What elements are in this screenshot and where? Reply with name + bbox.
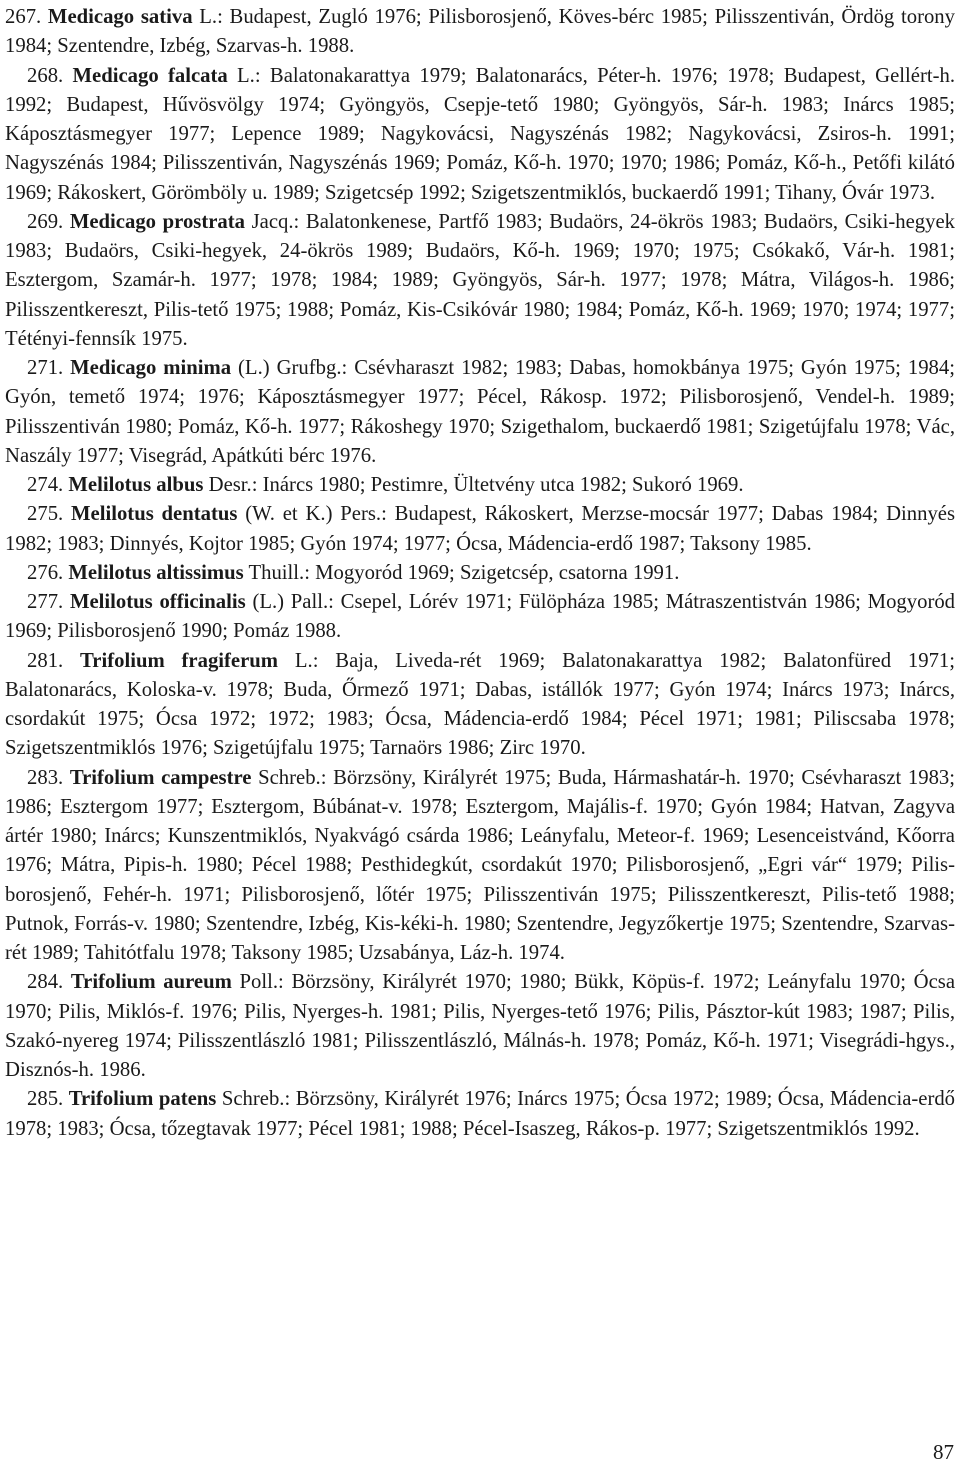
entry-269 xyxy=(5,208,955,354)
entry-268 xyxy=(5,62,955,208)
taxon-author: Desr. xyxy=(208,474,252,496)
entry-localities: : Börzsöny, Királyrét 1970; 1980; Bükk, Köpüs-f. 1972; Leányfalu 1970; Ócsa 1970; Pilis, Miklós-f. 1976; Pilis, Nyerges-h. 1981; Pilis, Nyerges-tető 1976; Pilis, Pásztor-kút 1983; 1987; Pilis, Szakó-nyereg 1974; Pilisszentlászló 1981; Pilisszentlászló, Málnás-h. 1978; Pomáz, Kő-h. 1971; Visegrádi-hgys., Disznós-h. 1986. xyxy=(5,971,956,1081)
taxon-author: Jacq. xyxy=(251,210,294,233)
entry-localities: : Budapest, Rákoskert, Merzse-mocsár 1977; Dabas 1984; Dinnyés 1982; 1983; Dinnyés, Kojtor 1985; Gyón 1974; 1977; Ócsa, Mádencia-erdő 1987; Taksony 1985. xyxy=(5,503,956,555)
entry-271 xyxy=(5,354,955,471)
taxon-author: Schreb. xyxy=(221,1088,285,1111)
taxon-name: Trifolium patens xyxy=(68,1088,217,1111)
taxon-name: Medicago falcata xyxy=(72,64,228,87)
taxon-name: Trifolium campestre xyxy=(69,766,252,789)
taxon-name: Trifolium fragiferum xyxy=(80,649,279,672)
taxon-author: L. xyxy=(294,649,313,672)
entry-localities: : Inárcs 1980; Pestimre, Ültetvény utca 1982; Sukoró 1969. xyxy=(251,474,744,496)
entry-localities: : Balatonakarattya 1979; Balatonarács, Péter-h. 1976; 1978; Budapest, Gellért-h. 1992; Budapest, Hűvösvölgy 1974; Gyöngyös, Csepje-tető 1980; Gyöngyös, Sár-h. 1983; Inárcs 1985; Káposztásmegyer 1977; Lepence 1989; Nagykovácsi, Nagyszénás 1982; Nagykovácsi, Zsiros-h. 1991; Nagyszénás 1984; Pilisszentiván, Nagyszénás 1969; Pomáz, Kő-h. 1970; 1970; 1986; Pomáz, Kő-h., Petőfi kilátó 1969; Rákoskert, Görömböly u. 1989; Szigetcsép 1992; Szigetszentmiklós, buckaerdő 1991; Tihany, Óvár 1973. xyxy=(5,64,956,204)
entry-number: 281. xyxy=(27,649,64,672)
page-body xyxy=(5,3,955,1144)
entry-number: 271. xyxy=(27,357,64,379)
taxon-name: Medicago minima xyxy=(70,357,232,379)
taxon-name: Melilotus officinalis xyxy=(69,591,246,613)
taxon-name: Melilotus albus xyxy=(68,474,204,496)
entry-283 xyxy=(5,764,955,969)
entry-277 xyxy=(5,588,955,647)
taxon-author: Schreb. xyxy=(258,766,321,789)
taxon-author: Thuill. xyxy=(248,561,305,584)
entry-localities: : Baja, Liveda-rét 1969; Balatonakarattya 1982; Balatonfüred 1971; Balatonarács, Koloska-v. 1978; Buda, Őrmező 1971; Dabas, istállók 1977; Gyón 1974; Inárcs 1973; Inárcs, csordakút 1975; Ócsa 1972; 1972; 1983; Ócsa, Mádencia-erdő 1984; Pécel 1971; 1981; Piliscsaba 1978; Szigetszentmiklós 1976; Szigetújfalu 1975; Tarnaörs 1986; Zirc 1970. xyxy=(5,649,956,760)
entry-267 xyxy=(5,3,955,62)
entry-number: 267. xyxy=(5,6,42,28)
entry-localities: : Budapest, Zugló 1976; Pilisborosjenő, Köves-bérc 1985; Pilisszentiván, Ördög torony 1984; Szentendre, Izbég, Szarvas-h. 1988. xyxy=(5,6,955,58)
entry-localities: : Csepel, Lórév 1971; Fülöpháza 1985; Mátraszentistván 1986; Mogyoród 1969; Pilisborosjenő 1990; Pomáz 1988. xyxy=(5,591,956,643)
taxon-author: L. xyxy=(199,6,218,28)
entry-number: 275. xyxy=(27,503,64,526)
entry-285 xyxy=(5,1085,955,1144)
entry-number: 268. xyxy=(27,64,64,87)
taxon-name: Medicago sativa xyxy=(47,6,193,28)
taxon-name: Melilotus altissimus xyxy=(68,561,244,584)
taxon-author: (L.) Pall. xyxy=(252,591,329,613)
entry-number: 277. xyxy=(27,591,64,613)
entry-281 xyxy=(5,647,955,764)
entry-localities: : Mogyoród 1969; Szigetcsép, csatorna 1991. xyxy=(304,561,680,584)
taxon-author: (L.) Grufbg. xyxy=(238,357,342,379)
entry-number: 285. xyxy=(27,1088,64,1111)
taxon-name: Trifolium aureum xyxy=(70,971,232,994)
entry-number: 284. xyxy=(27,971,64,994)
entry-localities: : Csévharaszt 1982; 1983; Dabas, homokbánya 1975; Gyón 1975; 1984; Gyón, temető 1974; 1976; Káposztásmegyer 1977; Pécel, Rákosp. 1972; Pilisborosjenő, Vendel-h. 1989; Pilisszentiván 1980; Pomáz, Kő-h. 1977; Rákoshegy 1970; Szigethalom, buckaerdő 1981; Szigetújfalu 1978; Vác, Naszály 1977; Visegrád, Apátkúti bérc 1976. xyxy=(5,357,955,467)
taxon-author: (W. et K.) Pers. xyxy=(245,503,382,526)
entry-275 xyxy=(5,500,955,559)
entry-localities: : Börzsöny, Királyrét 1975; Buda, Hármashatár-h. 1970; Csévharaszt 1983; 1986; Esztergom 1977; Esztergom, Búbánat-v. 1978; Esztergom, Majális-f. 1970; Gyón 1984; Hatvan, Zagyva ártér 1980; Inárcs; Kunszentmiklós, Nyakvágó csárda 1986; Leányfalu, Meteor-f. 1969; Lesenceistvánd, Kőorra 1976; Mátra, Pipis-h. 1980; Pécel 1988; Pesthidegkút, csordakút 1970; Pilisborosjenő, „Egri vár“ 1979; Pilisborosjenő, Fehér-h. 1971; Pilisborosjenő, lőtér 1975; Pilisszentiván 1975; Pilisszentkereszt, Pilis-tető 1988; Putnok, Forrás-v. 1980; Szentendre, Izbég, Kis-kéki-h. 1980; Szentendre, Jegyzőkertje 1975; Szentendre, Szarvas-rét 1989; Tahitótfalu 1978; Taksony 1985; Uzsabánya, Láz-h. 1974. xyxy=(5,766,956,964)
taxon-author: L. xyxy=(237,64,255,87)
entry-number: 274. xyxy=(27,474,64,496)
taxon-name: Melilotus dentatus xyxy=(71,503,238,526)
entry-number: 283. xyxy=(27,766,64,789)
taxon-author: Poll. xyxy=(239,971,279,994)
entry-number: 276. xyxy=(27,561,64,584)
entry-276 xyxy=(5,559,955,588)
entry-localities: : Börzsöny, Királyrét 1976; Inárcs 1975; Ócsa 1972; 1989; Ócsa, Mádencia-erdő 1978; 1983; Ócsa, tőzegtavak 1977; Pécel 1981; 1988; Pécel-Isaszeg, Rákos-p. 1977; Szigetszentmiklós 1992. xyxy=(5,1088,956,1140)
entry-localities: : Balatonkenese, Partfő 1983; Budaörs, 24-ökrös 1983; Budaörs, Csiki-hegyek 1983; Budaörs, Csiki-hegyek, 24-ökrös 1989; Budaörs, Kő-h. 1969; 1970; 1975; Csókakő, Vár-h. 1981; Esztergom, Szamár-h. 1977; 1978; 1984; 1989; Gyöngyös, Sár-h. 1977; 1978; Mátra, Világos-h. 1986; Pilisszentkereszt, Pilis-tető 1975; 1988; Pomáz, Kis-Csikóvár 1980; 1984; Pomáz, Kő-h. 1969; 1970; 1974; 1977; Tétényi-fennsík 1975. xyxy=(5,210,955,350)
entry-number: 269. xyxy=(27,210,64,233)
page-number: 87 xyxy=(933,1440,954,1464)
entry-274 xyxy=(5,471,955,500)
taxon-name: Medicago prostrata xyxy=(69,210,245,233)
entry-284 xyxy=(5,968,955,1085)
